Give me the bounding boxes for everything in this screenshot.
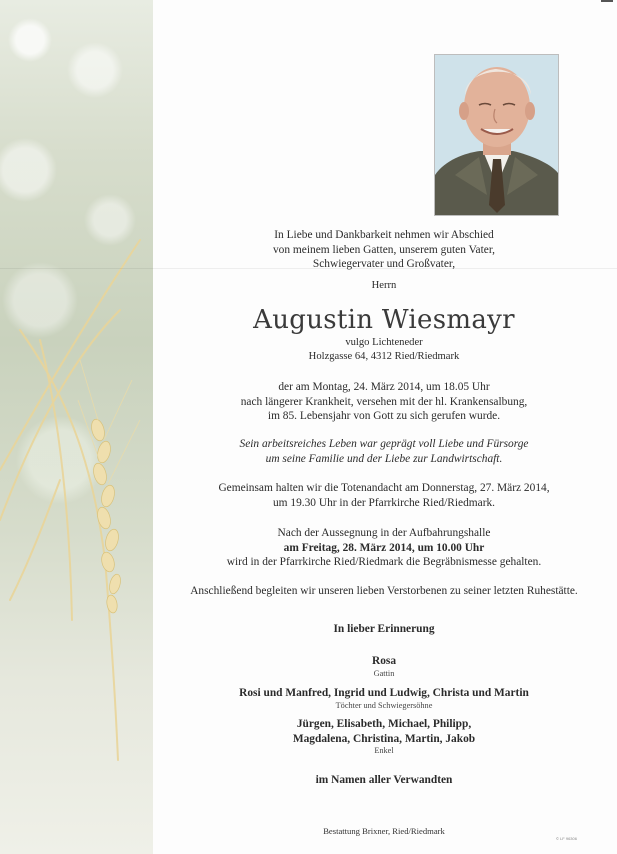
mourner-names: Rosa — [371, 655, 397, 667]
burial-notice: Anschließend begleiten wir unseren lieben Verstorbenen zu seiner letzten Ruhestätte. — [190, 585, 578, 597]
death-notice-line: im 85. Lebensjahr von Gott zu sich gerufen wurde. — [267, 410, 501, 422]
wheat-stalk-illustration — [0, 0, 153, 854]
prayer-notice — [160, 481, 608, 510]
print-code: © LF 96306 — [556, 836, 577, 841]
mourner-group-grandchildren — [160, 717, 608, 756]
funeral-home-footer: Bestattung Brixner, Ried/Riedmark — [323, 826, 445, 836]
memory-heading: In lieber Erinnerung — [333, 623, 435, 635]
prayer-line: um 19.30 Uhr in der Pfarrkirche Ried/Riedmark. — [272, 496, 496, 509]
quote-line: um seine Familie und der Liebe zur Landwirtschaft. — [265, 452, 503, 465]
deceased-portrait-photo — [434, 54, 559, 216]
mourner-relation: Töchter und Schwiegersöhne — [335, 700, 433, 710]
deceased-alias: vulgo Lichteneder — [345, 337, 423, 348]
deceased-details — [160, 336, 608, 363]
mourner-group-spouse — [160, 654, 608, 679]
mourner-relation: Gattin — [373, 668, 395, 678]
scan-corner-mark — [601, 0, 613, 2]
life-quote — [160, 437, 608, 466]
salutation: Herrn — [371, 280, 397, 291]
mourner-names: Jürgen, Elisabeth, Michael, Philipp, — [296, 718, 472, 730]
intro-line: von meinem lieben Gatten, unserem guten Vater, — [272, 243, 496, 256]
funeral-line: Nach der Aussegnung in der Aufbahrungshalle — [277, 527, 491, 539]
mourner-group-children — [160, 686, 608, 711]
funeral-line: wird in der Pfarrkirche Ried/Riedmark die Begräbnismesse gehalten. — [226, 556, 542, 568]
mourner-relation: Enkel — [374, 746, 394, 755]
mourner-names: Rosi und Manfred, Ingrid und Ludwig, Christa und Martin — [239, 687, 529, 699]
deceased-name: Augustin Wiesmayr — [253, 305, 515, 335]
death-notice-line: nach längerer Krankheit, versehen mit der hl. Krankensalbung, — [240, 395, 528, 408]
intro-text — [160, 228, 608, 272]
relatives-line: im Namen aller Verwandten — [315, 774, 453, 786]
quote-line: Sein arbeitsreiches Leben war geprägt voll Liebe und Fürsorge — [239, 438, 529, 450]
deceased-address: Holzgasse 64, 4312 Ried/Riedmark — [308, 350, 460, 362]
funeral-date: am Freitag, 28. März 2014, um 10.00 Uhr — [283, 541, 485, 554]
mourner-names: Magdalena, Christina, Martin, Jakob — [292, 732, 476, 745]
death-notice-line: der am Montag, 24. März 2014, um 18.05 Uhr — [278, 381, 490, 393]
intro-line: In Liebe und Dankbarkeit nehmen wir Abschied — [274, 229, 494, 241]
intro-line: Schwiegervater und Großvater, — [312, 258, 456, 270]
death-notice — [160, 380, 608, 424]
prayer-line: Gemeinsam halten wir die Totenandacht am Donnerstag, 27. März 2014, — [218, 482, 550, 494]
funeral-notice — [160, 526, 608, 570]
